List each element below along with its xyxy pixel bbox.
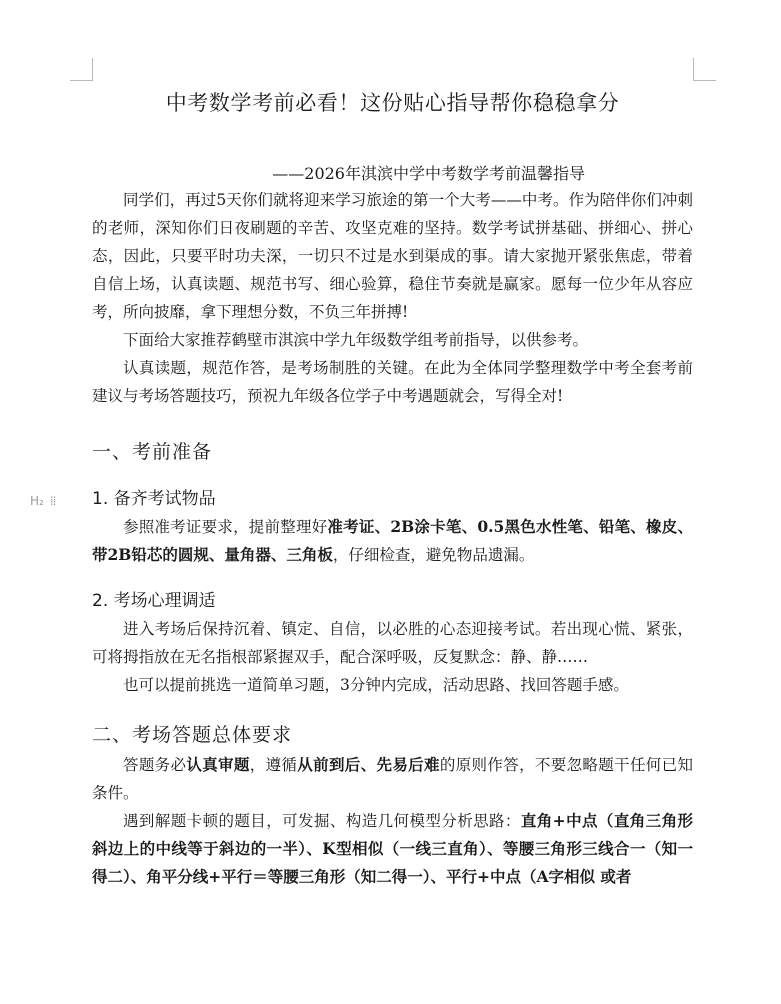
mental-paragraph-1[interactable]: 进入考场后保持沉着、镇定、自信，以必胜的心态迎接考试。若出现心慌、紧张，可将拇指放在无名指根部紧握双手，配合深呼吸，反复默念：静、静…… (92, 620, 693, 666)
subheading-exam-supplies[interactable] (30, 485, 693, 513)
recommend-paragraph[interactable]: 下面给大家推荐鹤壁市淇滨中学九年级数学组考前指导，以供参考。 (123, 331, 589, 349)
page-corner-mark-top-left (70, 58, 93, 81)
section-heading-answer-requirements[interactable]: 二、考场答题总体要求 (92, 724, 293, 746)
document-page (30, 86, 693, 891)
mental-paragraph-2[interactable]: 也可以提前挑选一道简单习题，3分钟内完成，活动思路、找回答题手感。 (123, 676, 629, 694)
page-corner-mark-top-right (693, 58, 716, 81)
supplies-list-bold: 准考证、2B涂卡笔、0.5黑色水性笔、铅笔、橡皮、带2B铅芯的圆规、量角器、三角板 (92, 517, 693, 564)
subheading-text: 1. 备齐考试物品 (92, 489, 216, 509)
answer-rule-paragraph[interactable]: 答题务必认真审题，遵循从前到后、先易后难的原则作答，不要忽略题干任何已知条件。 (92, 755, 693, 802)
document-subtitle[interactable]: ——2026年淇滨中学中考数学考前温馨指导 (272, 164, 585, 183)
careful-reading-paragraph[interactable]: 认真读题，规范作答，是考场制胜的关键。在此为全体同学整理数学中考全套考前建议与考场答题技巧，预祝九年级各位学子中考遇题就会，写得全对! (92, 359, 693, 405)
intro-paragraph[interactable]: 同学们，再过5天你们就将迎来学习旅途的第一个大考——中考。作为陪伴你们冲刺的老师，深知你们日夜刷题的辛苦、攻坚克难的坚持。数学考试拼基础、拼细心、拼心态，因此，只要平时功夫深，一切只不过是水到渠成的事。请大家抛开紧张焦虑，带着自信上场，认真读题、规范书写、细心验算，稳住节奏就是赢家。愿每一位少年从容应考，所向披靡，拿下理想分数，不负三年拼搏! (92, 191, 693, 321)
section-heading-preparation[interactable]: 一、考前准备 (92, 441, 213, 463)
geometry-model-paragraph[interactable]: 遇到解题卡顿的题目，可发掘、构造几何模型分析思路：直角+中点（直角三角形斜边上的中线等于斜边的一半）、K型相似（一线三直角）、等腰三角形三线合一（知一得二）、角平分线+平行＝等腰三角形（知二得一）、平行+中点（A字相似 或者 (92, 811, 693, 886)
supplies-paragraph[interactable]: 参照准考证要求，提前整理好准考证、2B涂卡笔、0.5黑色水性笔、铅笔、橡皮、带2B铅芯的圆规、量角器、三角板，仔细检查，避免物品遗漏。 (92, 517, 693, 564)
subheading-mental-adjustment[interactable]: 2. 考场心理调适 (92, 591, 216, 611)
geometry-models-bold: 直角+中点（直角三角形斜边上的中线等于斜边的一半）、K型相似（一线三直角）、等腰三角形三线合一（知一得二）、角平分线+平行＝等腰三角形（知二得一）、平行+中点（A字相似 或者 (92, 811, 693, 886)
heading-level-marker[interactable]: H₂ ⁞⁞ (30, 487, 55, 515)
document-title[interactable]: 中考数学考前必看！这份贴心指导帮你稳稳拿分 (165, 91, 620, 115)
drag-handle-icon[interactable]: ⁞⁞ (49, 494, 56, 508)
